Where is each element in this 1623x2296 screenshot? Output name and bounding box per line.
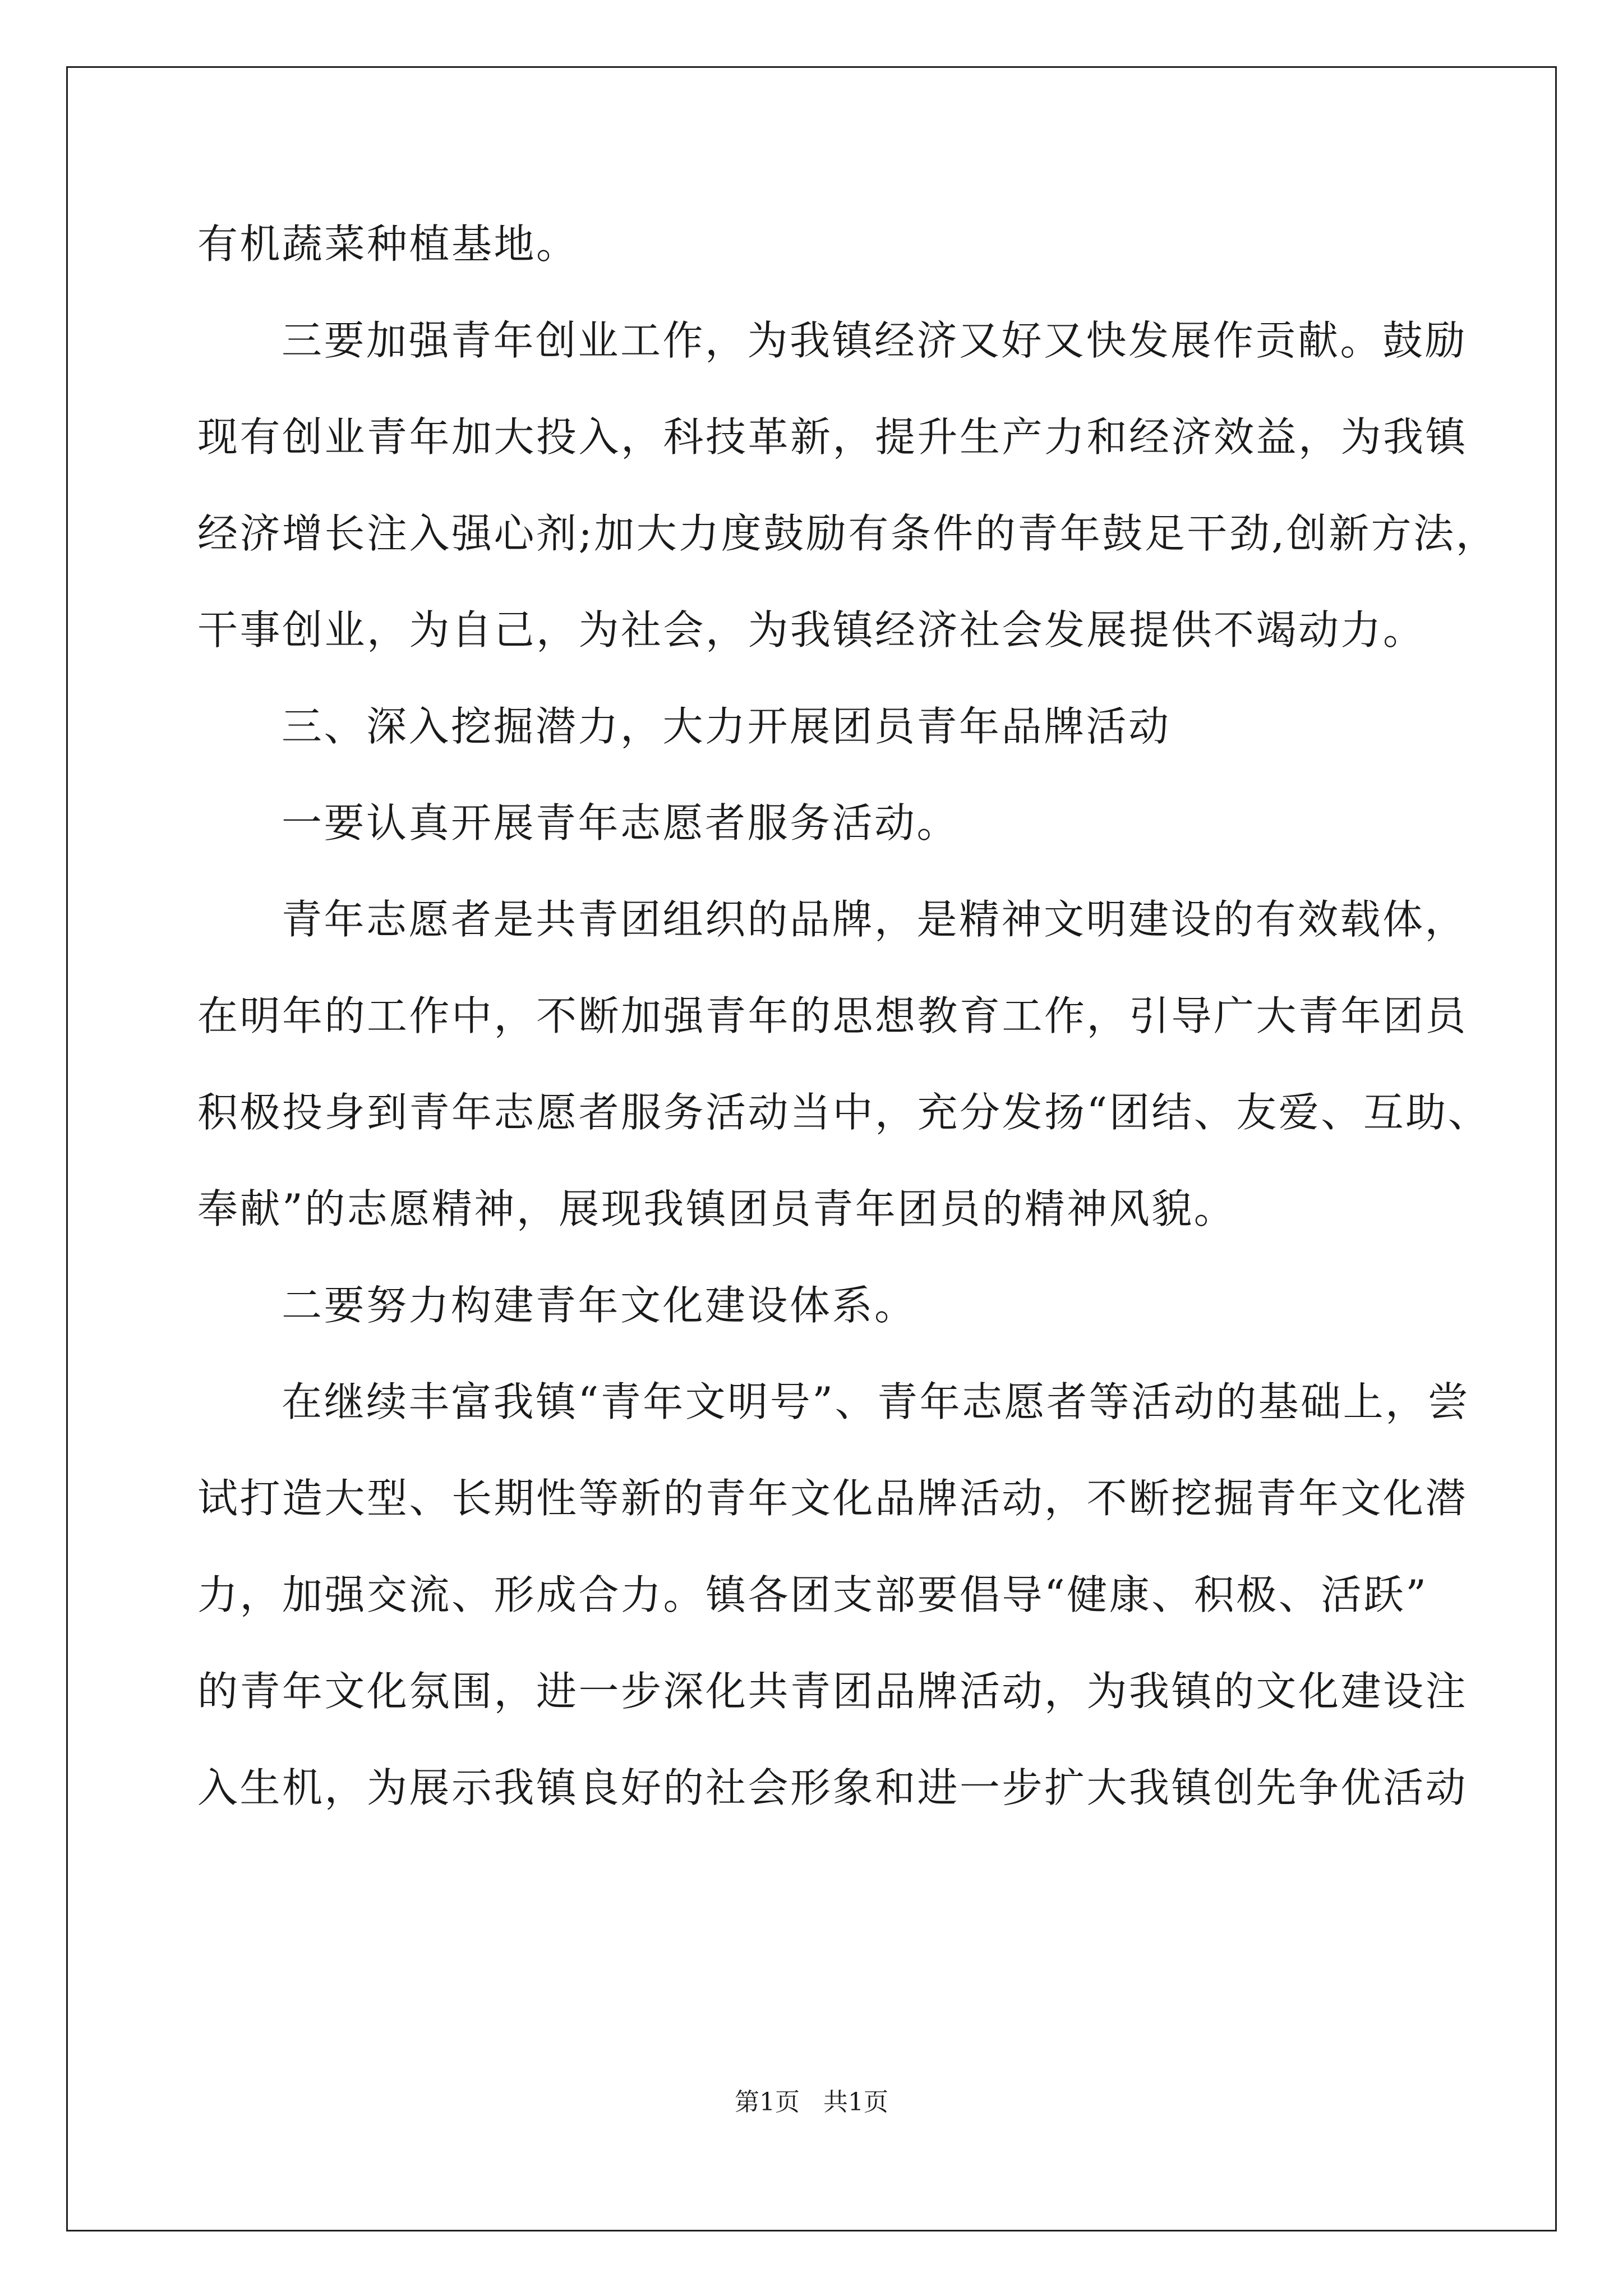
paragraph-line: 试打造大型、长期性等新的青年文化品牌活动，不断挖掘青年文化潜 <box>197 1475 1468 1522</box>
paragraph-line: 在明年的工作中，不断加强青年的思想教育工作，引导广大青年团员 <box>197 992 1468 1039</box>
paragraph-line: 在继续丰富我镇“青年文明号”、青年志愿者等活动的基础上，尝 <box>282 1378 1470 1425</box>
subsection-heading: 二要努力构建青年文化建设体系。 <box>282 1282 917 1329</box>
paragraph-line: 奉献”的志愿精神，展现我镇团员青年团员的精神风貌。 <box>197 1185 1237 1232</box>
paragraph-line: 入生机，为展示我镇良好的社会形象和进一步扩大我镇创先争优活动 <box>197 1764 1468 1811</box>
paragraph-line: 青年志愿者是共青团组织的品牌，是精神文明建设的有效载体， <box>282 896 1468 943</box>
paragraph-line: 有机蔬菜种植基地。 <box>197 220 579 268</box>
section-heading: 三、深入挖掘潜力，大力开展团员青年品牌活动 <box>282 703 1171 750</box>
paragraph-line: 干事创业，为自己，为社会，为我镇经济社会发展提供不竭动力。 <box>197 606 1426 654</box>
paragraph-line: 力，加强交流、形成合力。镇各团支部要倡导“健康、积极、活跃” <box>197 1571 1428 1618</box>
paragraph-line: 积极投身到青年志愿者服务活动当中，充分发扬“团结、友爱、互助、 <box>197 1089 1491 1136</box>
subsection-heading: 一要认真开展青年志愿者服务活动。 <box>282 799 960 846</box>
paragraph-line: 经济增长注入强心剂;加大力度鼓励有条件的青年鼓足干劲,创新方法， <box>197 510 1498 557</box>
paragraph-line: 三要加强青年创业工作，为我镇经济又好又快发展作贡献。鼓励 <box>282 317 1468 364</box>
page-number-footer: 第1页 共1页 <box>735 2088 888 2116</box>
page-border <box>66 66 1557 2231</box>
paragraph-line: 的青年文化氛围，进一步深化共青团品牌活动，为我镇的文化建设注 <box>197 1668 1468 1715</box>
paragraph-line: 现有创业青年加大投入，科技革新，提升生产力和经济效益，为我镇 <box>197 413 1468 461</box>
